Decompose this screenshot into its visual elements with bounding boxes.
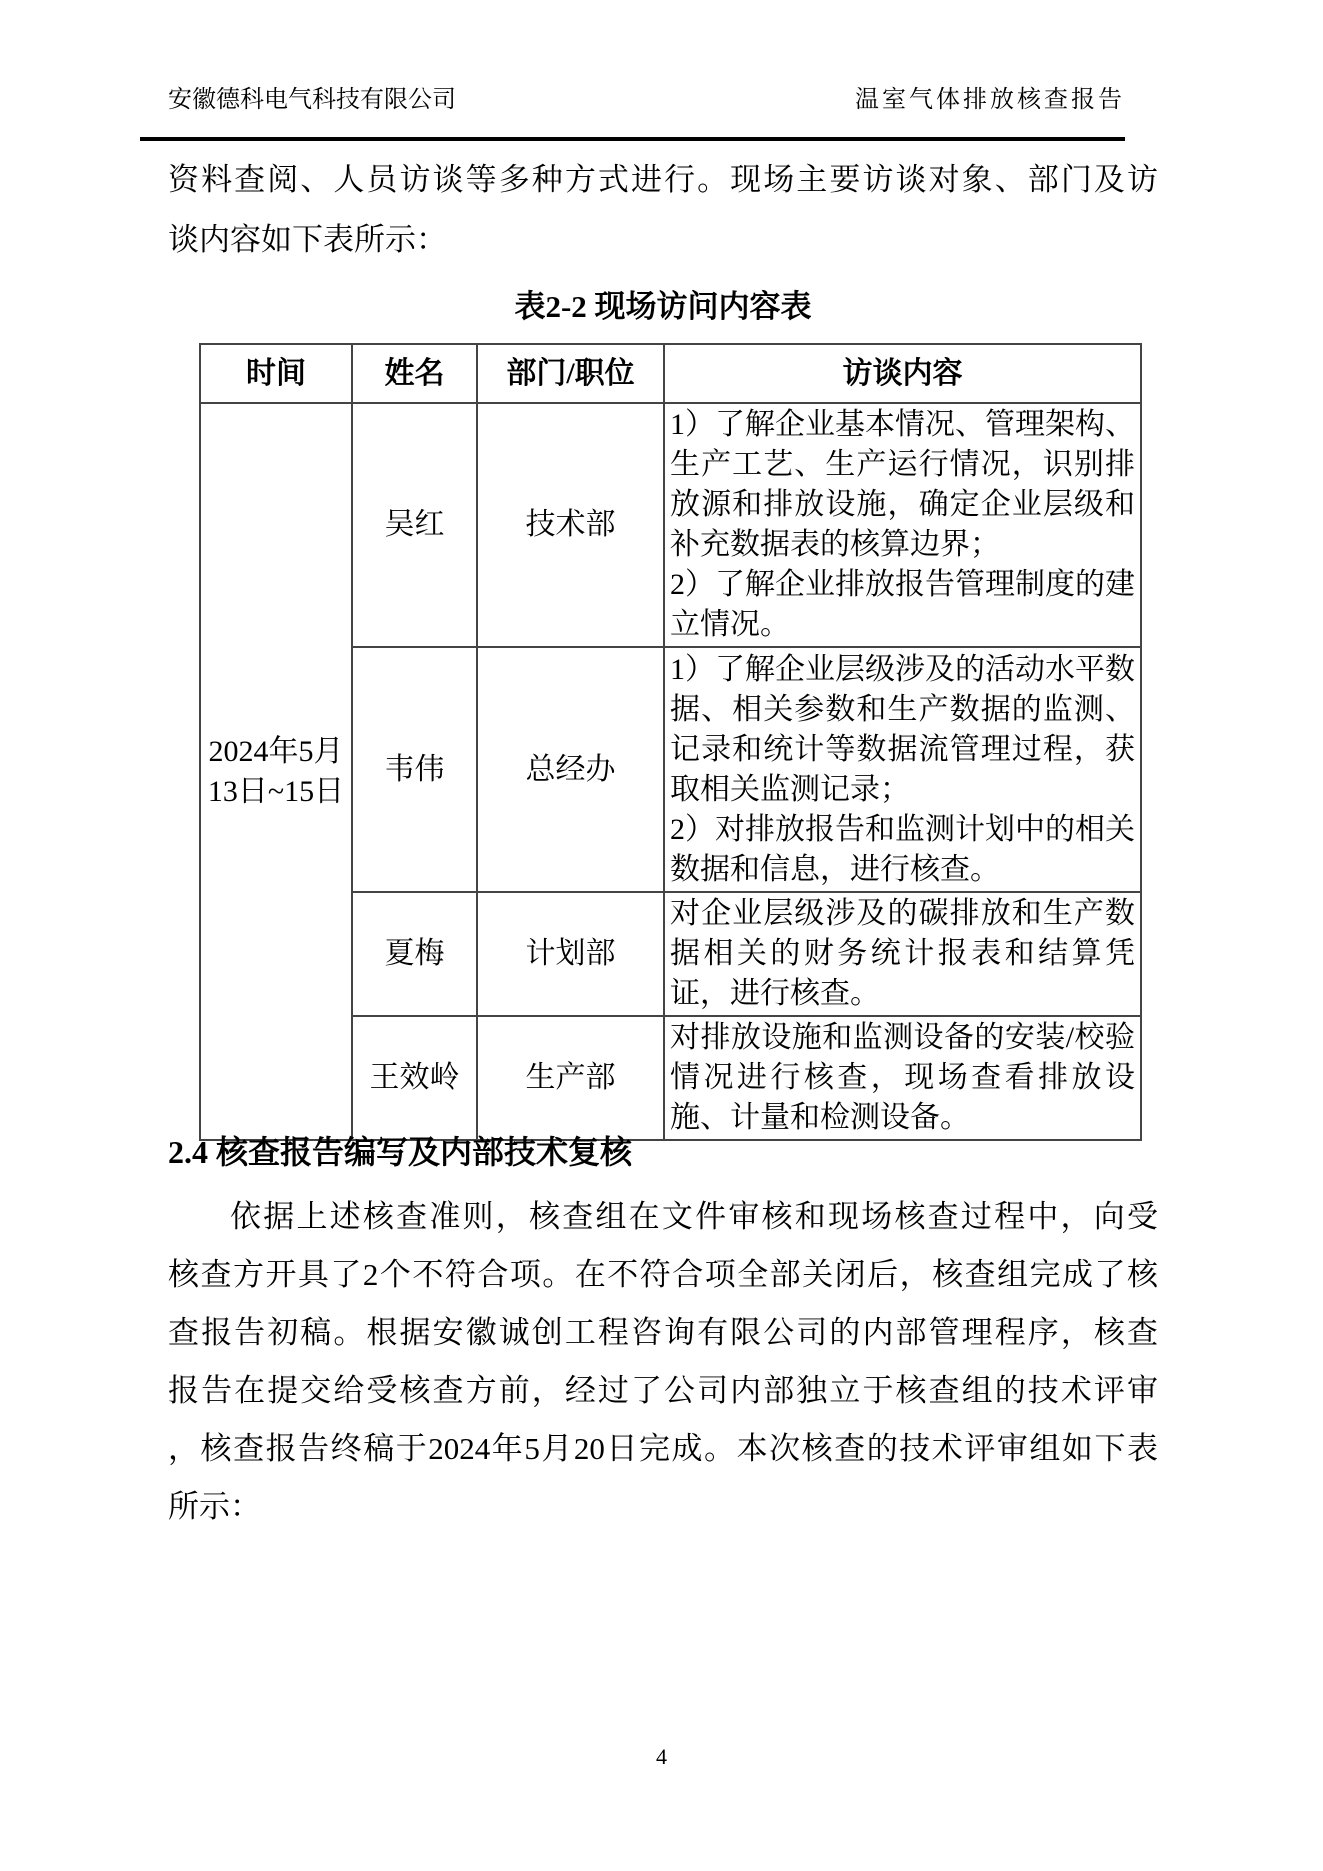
col-header-dept: 部门/职位 <box>477 344 664 403</box>
content-item: 2）对排放报告和监测计划中的相关数据和信息，进行核查。 <box>670 812 1135 886</box>
interview-table <box>199 343 1142 1141</box>
col-header-name: 姓名 <box>352 344 477 403</box>
name-cell: 吴红 <box>352 403 477 647</box>
dept-cell: 技术部 <box>477 403 664 647</box>
page-number: 4 <box>656 1744 667 1769</box>
dept-cell: 总经办 <box>477 647 664 892</box>
content-cell <box>664 892 1141 1016</box>
section-heading: 2.4 核查报告编写及内部技术复核 <box>168 1134 633 1170</box>
body-line: ，核查报告终稿于2024年5月20日完成。本次核查的技术评审组如下表 <box>168 1431 1158 1466</box>
intro-paragraph <box>168 150 1158 270</box>
col-header-content: 访谈内容 <box>664 344 1141 403</box>
header-rule <box>140 137 1125 141</box>
content-cell <box>664 1016 1141 1140</box>
content-item: 对排放设施和监测设备的安装/校验情况进行核查，现场查看排放设施、计量和检测设备。 <box>670 1021 1135 1134</box>
content-item: 1）了解企业基本情况、管理架构、生产工艺、生产运行情况，识别排放源和排放设施，确定企业层级和补充数据表的核算边界； <box>670 408 1135 561</box>
body-line: 所示： <box>168 1489 261 1524</box>
content-item: 1）了解企业层级涉及的活动水平数据、相关参数和生产数据的监测、记录和统计等数据流管理过程，获取相关监测记录； <box>670 652 1135 806</box>
table-header-row <box>200 344 1141 403</box>
col-header-time: 时间 <box>200 344 352 403</box>
content-item: 对企业层级涉及的碳排放和生产数据相关的财务统计报表和结算凭证，进行核查。 <box>670 897 1135 1010</box>
intro-line: 资料查阅、人员访谈等多种方式进行。现场主要访谈对象、部门及访 <box>168 162 1158 197</box>
dept-cell: 计划部 <box>477 892 664 1016</box>
body-line: 报告在提交给受核查方前，经过了公司内部独立于核查组的技术评审 <box>168 1373 1158 1408</box>
content-cell <box>664 647 1141 892</box>
name-cell: 夏梅 <box>352 892 477 1016</box>
running-header <box>168 84 1125 116</box>
table-caption: 表2-2 现场访问内容表 <box>514 289 812 324</box>
name-cell: 王效岭 <box>352 1016 477 1140</box>
name-cell: 韦伟 <box>352 647 477 892</box>
table-row <box>200 403 1141 647</box>
dept-cell: 生产部 <box>477 1016 664 1140</box>
content-item: 2）了解企业排放报告管理制度的建立情况。 <box>670 568 1135 641</box>
content-cell <box>664 403 1141 647</box>
header-report-title: 温室气体排放核查报告 <box>855 87 1125 113</box>
time-cell: 2024年5月13日~15日 <box>200 403 352 1140</box>
header-company-name: 安徽德科电气科技有限公司 <box>168 87 456 113</box>
intro-line: 谈内容如下表所示： <box>168 222 447 257</box>
body-line: 查报告初稿。根据安徽诚创工程咨询有限公司的内部管理程序，核查 <box>168 1315 1158 1350</box>
body-line: 依据上述核查准则，核查组在文件审核和现场核查过程中，向受 <box>230 1199 1158 1234</box>
body-paragraph <box>168 1188 1158 1536</box>
body-line: 核查方开具了2个不符合项。在不符合项全部关闭后，核查组完成了核 <box>168 1257 1158 1292</box>
